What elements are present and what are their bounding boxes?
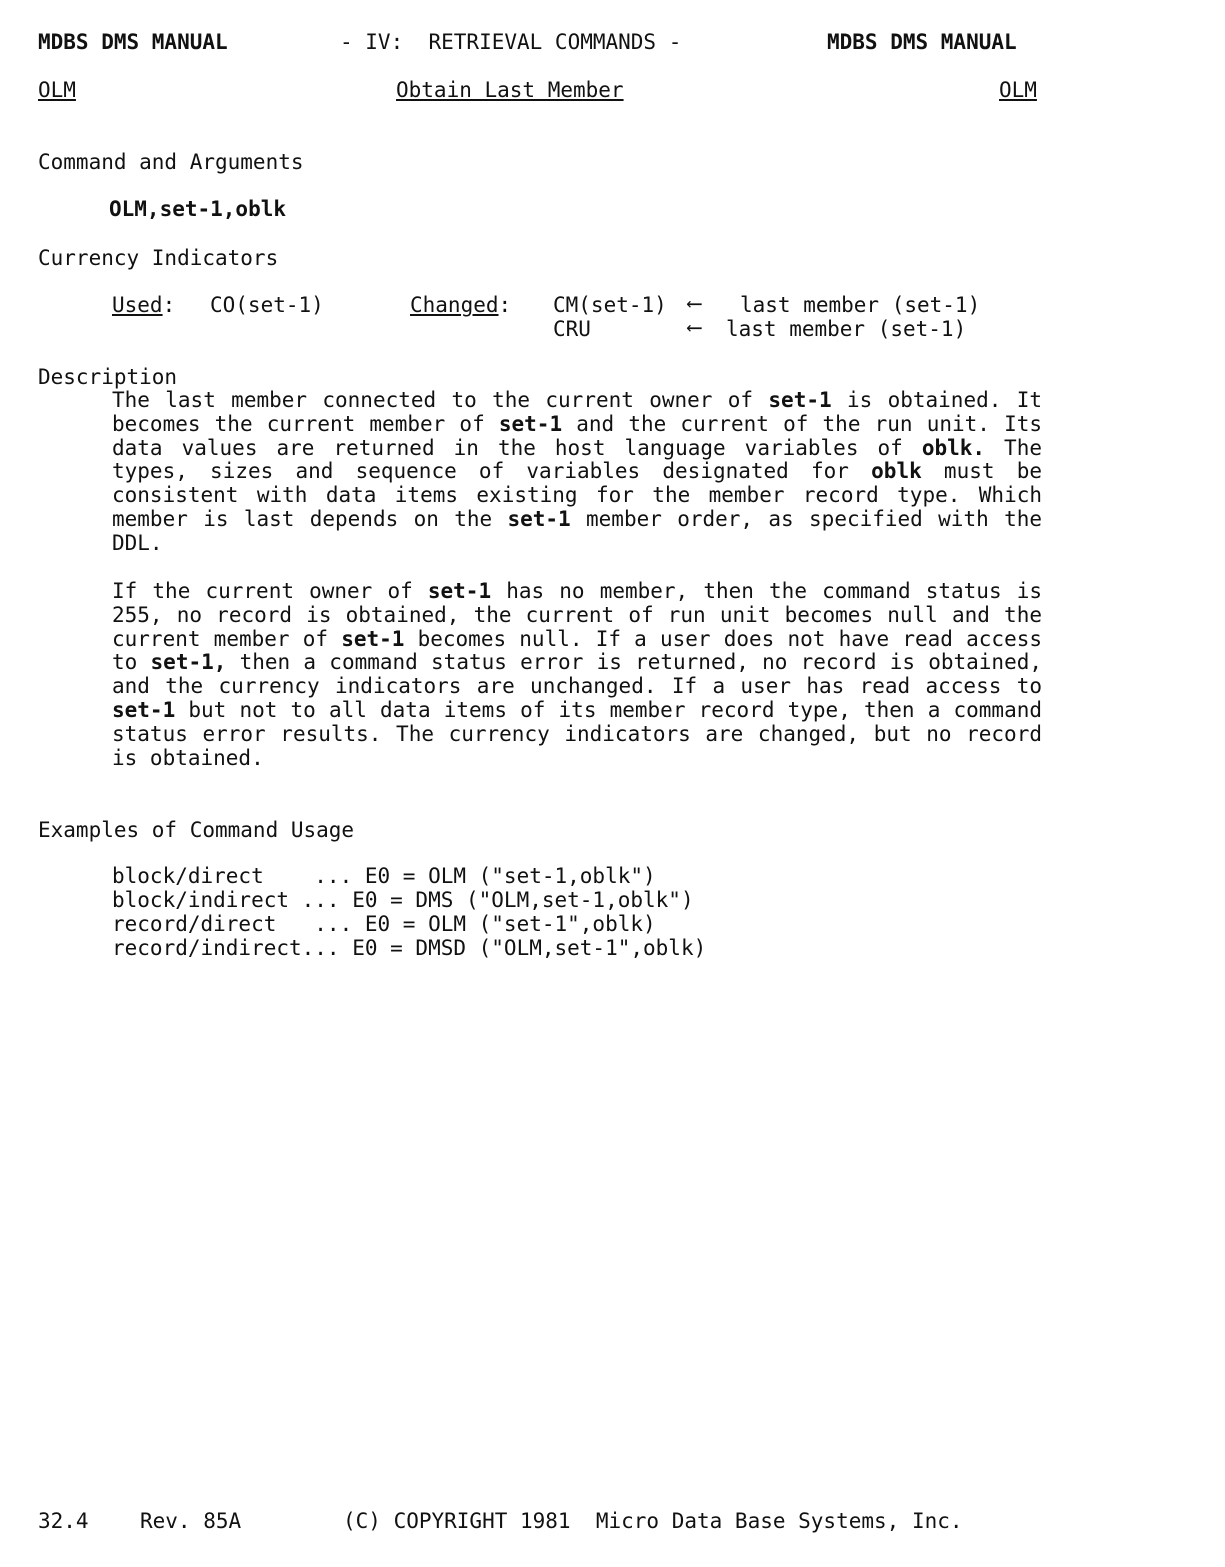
changed-label-group: Changed:: [410, 293, 512, 317]
command-heading: Command and Arguments: [38, 150, 304, 174]
changed-label: Changed: [410, 293, 499, 317]
changed-indicator-cm: CM(set-1): [553, 293, 667, 317]
desc1-seg: member order, as specified with the DDL.: [112, 506, 1043, 555]
description-paragraph-2: [112, 580, 1042, 770]
desc2-seg: If the current owner of: [112, 579, 428, 603]
footer-page-number: 32.4: [38, 1509, 89, 1533]
desc2-seg: but not to all data items of its member record type, then a command status error results. The currency indicators are changed, but no record is obtained.: [112, 697, 1042, 770]
changed-indicator-cru: CRU: [553, 317, 591, 341]
currency-heading: Currency Indicators: [38, 246, 279, 270]
command-code-right: OLM: [999, 78, 1037, 102]
arrow-left-icon: ⟵: [688, 315, 701, 339]
command-title: Obtain Last Member: [396, 78, 624, 102]
header-center: - IV: RETRIEVAL COMMANDS -: [340, 30, 682, 54]
changed-value-cru: last member (set-1): [726, 317, 967, 341]
used-label: Used: [112, 293, 163, 317]
desc1-seg: set-1: [507, 506, 571, 531]
desc1-seg: set-1: [498, 411, 563, 436]
description-heading: Description: [38, 365, 178, 389]
header-left: MDBS DMS MANUAL: [38, 30, 228, 54]
example-line: block/indirect ... E0 = DMS ("OLM,set-1,oblk"): [112, 888, 694, 912]
desc1-seg: The last member connected to the current owner of: [112, 388, 769, 412]
used-label-group: Used:: [112, 293, 176, 317]
command-syntax: OLM,set-1,oblk: [109, 197, 287, 221]
desc2-seg: becomes null. If a user does not have read access to: [112, 626, 1042, 675]
example-line: record/indirect... E0 = DMSD ("OLM,set-1",oblk): [112, 936, 707, 960]
footer-copyright: (C) COPYRIGHT 1981 Micro Data Base Systems, Inc.: [343, 1509, 963, 1533]
header-right: MDBS DMS MANUAL: [827, 30, 1017, 54]
desc2-seg: then a command status error is returned, no record is obtained, and the currency indicators are unchanged. If a user has read access to: [112, 650, 1043, 699]
example-line: record/direct ... E0 = OLM ("set-1",oblk): [112, 912, 656, 936]
desc2-seg: set-1: [112, 697, 176, 722]
changed-value-cm: last member (set-1): [740, 293, 981, 317]
desc1-seg: oblk: [871, 459, 922, 484]
used-value: CO(set-1): [210, 293, 324, 317]
desc2-seg: set-1,: [150, 650, 227, 675]
desc1-seg: and the current of the run unit. Its data values are returned in the host language variables of: [112, 411, 1043, 460]
description-paragraph-1: [112, 389, 1042, 556]
desc1-seg: must be consistent with data items existing for the member record type. Which member is last depends on the: [112, 459, 1042, 531]
arrow-left-icon: ⟵: [688, 291, 701, 315]
desc2-seg: set-1: [427, 579, 492, 603]
desc1-seg: is obtained. It becomes the current member of: [112, 388, 1042, 436]
desc1-seg: The types, sizes and sequence of variables designated for: [112, 435, 1042, 484]
command-code-left: OLM: [38, 78, 76, 102]
desc2-seg: has no member, then the command status is 255, no record is obtained, the current of run unit becomes null and the current member of: [112, 579, 1042, 651]
example-line: block/direct ... E0 = OLM ("set-1,oblk"): [112, 864, 656, 888]
footer-revision: Rev. 85A: [140, 1509, 242, 1533]
desc2-seg: set-1: [341, 626, 405, 651]
examples-heading: Examples of Command Usage: [38, 818, 355, 842]
desc1-seg: set-1: [768, 388, 832, 412]
desc1-seg: oblk.: [921, 435, 986, 460]
